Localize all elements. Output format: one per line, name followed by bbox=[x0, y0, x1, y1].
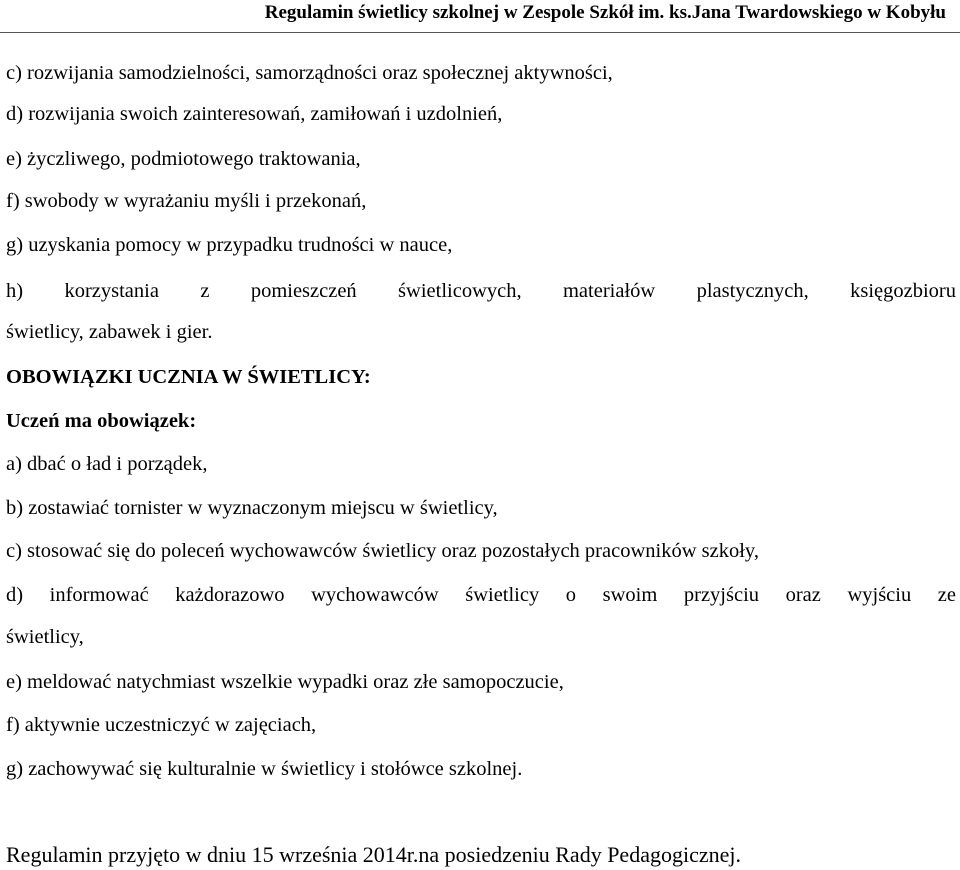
rights-item-g: g) uzyskania pomocy w przypadku trudności w nauce, bbox=[6, 234, 453, 256]
rights-item-c: c) rozwijania samodzielności, samorządności oraz społecznej aktywności, bbox=[6, 62, 613, 84]
duties-item-d: d) informować każdorazowo wychowawców świetlicy o swoim przyjściu oraz wyjściu ze bbox=[6, 584, 956, 606]
rights-item-h-continued: świetlicy, zabawek i gier. bbox=[6, 321, 213, 343]
rights-item-e: e) życzliwego, podmiotowego traktowania, bbox=[6, 148, 361, 170]
rights-item-f: f) swobody w wyrażaniu myśli i przekonań, bbox=[6, 190, 367, 212]
adoption-note: Regulamin przyjęto w dniu 15 września 2014r.na posiedzeniu Rady Pedagogicznej. bbox=[6, 842, 741, 867]
duties-item-f: f) aktywnie uczestniczyć w zajęciach, bbox=[6, 714, 317, 736]
rights-item-h: h) korzystania z pomieszczeń świetlicowych, materiałów plastycznych, księgozbioru bbox=[6, 280, 956, 302]
rights-item-d: d) rozwijania swoich zainteresowań, zamiłowań i uzdolnień, bbox=[6, 103, 503, 125]
duties-item-b: b) zostawiać tornister w wyznaczonym miejscu w świetlicy, bbox=[6, 497, 498, 519]
page-header bbox=[0, 0, 960, 33]
duties-item-g: g) zachowywać się kulturalnie w świetlicy i stołówce szkolnej. bbox=[6, 758, 523, 780]
header-title: Regulamin świetlicy szkolnej w Zespole Szkół im. ks.Jana Twardowskiego w Kobyłu bbox=[264, 2, 946, 23]
duties-item-a: a) dbać o ład i porządek, bbox=[6, 453, 208, 475]
duties-heading: OBOWIĄZKI UCZNIA W ŚWIETLICY: bbox=[6, 366, 371, 388]
duties-item-c: c) stosować się do poleceń wychowawców świetlicy oraz pozostałych pracowników szkoły, bbox=[6, 540, 759, 562]
duties-subheading: Uczeń ma obowiązek: bbox=[6, 410, 197, 432]
duties-item-e: e) meldować natychmiast wszelkie wypadki oraz złe samopoczucie, bbox=[6, 671, 564, 693]
duties-item-d-continued: świetlicy, bbox=[6, 626, 84, 648]
